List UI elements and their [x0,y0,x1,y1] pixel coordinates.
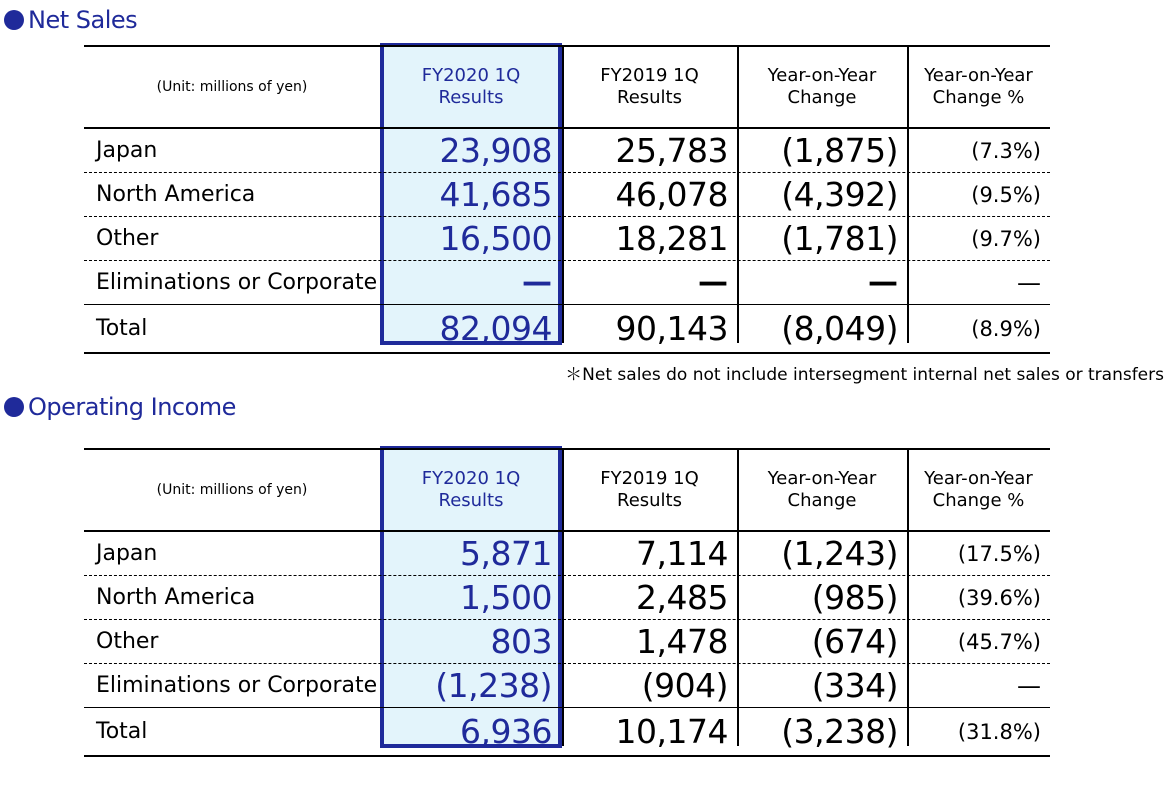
header-row [84,45,1050,129]
header-fy2019 [562,450,737,530]
table-row [84,620,1050,664]
cell-fy2020: (1,238) [435,666,552,705]
header-fy2020 [380,47,562,127]
cell-fy2019: 90,143 [615,309,728,348]
row-label: Other [96,629,159,654]
cell-yoy: (334) [811,666,898,705]
cell-yoy: (3,238) [781,712,898,751]
header-text: FY2019 1Q [600,468,699,489]
cell-yoy: (4,392) [781,175,898,214]
table-row-total [84,707,1050,757]
cell-yoy-pct: — [1017,268,1041,297]
cell-fy2020: 1,500 [460,578,552,617]
row-label: Japan [96,541,158,566]
cell-fy2020: 6,936 [460,712,552,751]
row-label: Japan [96,138,158,163]
cell-yoy-pct: (31.8%) [957,719,1041,744]
table-row [84,173,1050,217]
header-text: Results [617,87,682,108]
row-label: Other [96,226,159,251]
cell-yoy-pct: (8.9%) [971,316,1041,341]
header-fy2020 [380,450,562,530]
cell-yoy: — [868,265,898,300]
row-label: Total [96,719,148,744]
bullet-icon [4,397,24,417]
table-row [84,217,1050,261]
table-row [84,129,1050,173]
header-yoy-pct [907,450,1050,530]
header-text: Change % [932,87,1025,108]
operating-income-title: Operating Income [4,393,236,421]
cell-yoy-pct: (9.7%) [971,226,1041,251]
net-sales-title: Net Sales [4,6,137,34]
header-text: Results [617,490,682,511]
net-sales-footnote: ＊Net sales do not include intersegment internal net sales or transfers [565,365,1164,385]
header-text: Change [787,490,857,511]
cell-yoy-pct: (17.5%) [957,541,1041,566]
cell-yoy: (8,049) [781,309,898,348]
header-text: Results [438,490,504,511]
net-sales-table [84,45,1050,354]
cell-fy2019: 46,078 [615,175,728,214]
cell-yoy-pct: (39.6%) [957,585,1041,610]
cell-yoy-pct: (7.3%) [971,138,1041,163]
header-text: Year-on-Year [767,468,877,489]
row-label: Eliminations or Corporate [96,270,378,295]
header-text: Year-on-Year [924,65,1033,86]
header-yoy [737,47,907,127]
header-text: Year-on-Year [767,65,877,86]
operating-income-table [84,448,1050,757]
cell-fy2020: 82,094 [439,309,552,348]
cell-yoy: (985) [811,578,898,617]
header-yoy-pct [907,47,1050,127]
cell-yoy-pct: — [1017,671,1041,700]
cell-fy2020: 23,908 [439,131,552,170]
cell-fy2020: 5,871 [460,534,552,573]
header-text: Change [787,87,857,108]
cell-yoy: (674) [811,622,898,661]
cell-fy2019: 25,783 [615,131,728,170]
cell-fy2019: (904) [641,666,728,705]
cell-fy2020: 803 [490,622,552,661]
row-label: Total [96,316,148,341]
cell-yoy-pct: (9.5%) [971,182,1041,207]
table-row [84,576,1050,620]
header-text: Change % [932,490,1025,511]
unit-label: (Unit: millions of yen) [156,79,308,95]
cell-fy2019: 18,281 [615,219,728,258]
header-text: FY2020 1Q [421,468,521,489]
header-text: Year-on-Year [924,468,1033,489]
cell-fy2020: 41,685 [439,175,552,214]
cell-fy2019: — [698,265,728,300]
header-yoy [737,450,907,530]
bullet-icon [4,10,24,30]
header-text: FY2019 1Q [600,65,699,86]
cell-fy2019: 10,174 [615,712,728,751]
header-row [84,448,1050,532]
row-label: North America [96,585,256,610]
table-row [84,664,1050,707]
cell-fy2019: 1,478 [636,622,728,661]
header-fy2019 [562,47,737,127]
cell-fy2019: 7,114 [636,534,728,573]
cell-yoy-pct: (45.7%) [957,629,1041,654]
cell-fy2019: 2,485 [636,578,728,617]
cell-fy2020: 16,500 [439,219,552,258]
row-label: North America [96,182,256,207]
table-row [84,261,1050,304]
header-text: Results [438,87,504,108]
cell-yoy: (1,781) [781,219,898,258]
table-row-total [84,304,1050,354]
table-row [84,532,1050,576]
row-label: Eliminations or Corporate [96,673,378,698]
cell-yoy: (1,875) [781,131,898,170]
unit-label: (Unit: millions of yen) [156,482,308,498]
cell-fy2020: — [522,265,552,300]
header-text: FY2020 1Q [421,65,521,86]
cell-yoy: (1,243) [781,534,898,573]
